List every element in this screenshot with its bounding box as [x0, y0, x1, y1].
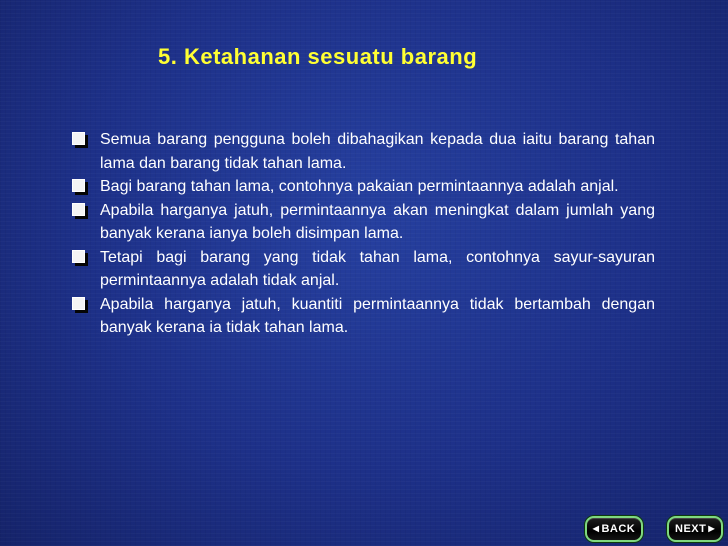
- square-bullet-icon: [72, 179, 85, 192]
- next-button[interactable]: [667, 516, 723, 542]
- list-item: [72, 175, 655, 199]
- list-item: [72, 128, 655, 175]
- bullet-list: [72, 128, 655, 340]
- back-button-label: BACK: [601, 523, 636, 535]
- square-bullet-icon: [72, 132, 85, 145]
- triangle-right-icon: ▶: [708, 524, 715, 533]
- square-bullet-icon: [72, 297, 85, 310]
- slide-title: 5. Ketahanan sesuatu barang: [158, 44, 478, 69]
- bullet-text: Tetapi bagi barang yang tidak tahan lama, contohnya sayur-sayuran permintaannya adalah tidak anjal.: [100, 248, 655, 289]
- list-item: [72, 293, 655, 340]
- triangle-left-icon: ◀: [592, 524, 600, 533]
- bullet-text: Apabila harganya jatuh, permintaannya akan meningkat dalam jumlah yang banyak kerana ianya boleh disimpan lama.: [100, 201, 655, 242]
- back-button[interactable]: [585, 516, 643, 542]
- bullet-text: Semua barang pengguna boleh dibahagikan kepada dua iaitu barang tahan lama dan barang tidak tahan lama.: [100, 131, 655, 172]
- list-item: [72, 246, 655, 293]
- list-item: [72, 199, 655, 246]
- bullet-text: Apabila harganya jatuh, kuantiti permintaannya tidak bertambah dengan banyak kerana ia tidak tahan lama.: [100, 295, 655, 336]
- next-button-label: NEXT: [675, 523, 707, 535]
- bullet-text: Bagi barang tahan lama, contohnya pakaian permintaannya adalah anjal.: [100, 178, 619, 195]
- square-bullet-icon: [72, 203, 85, 216]
- square-bullet-icon: [72, 250, 85, 263]
